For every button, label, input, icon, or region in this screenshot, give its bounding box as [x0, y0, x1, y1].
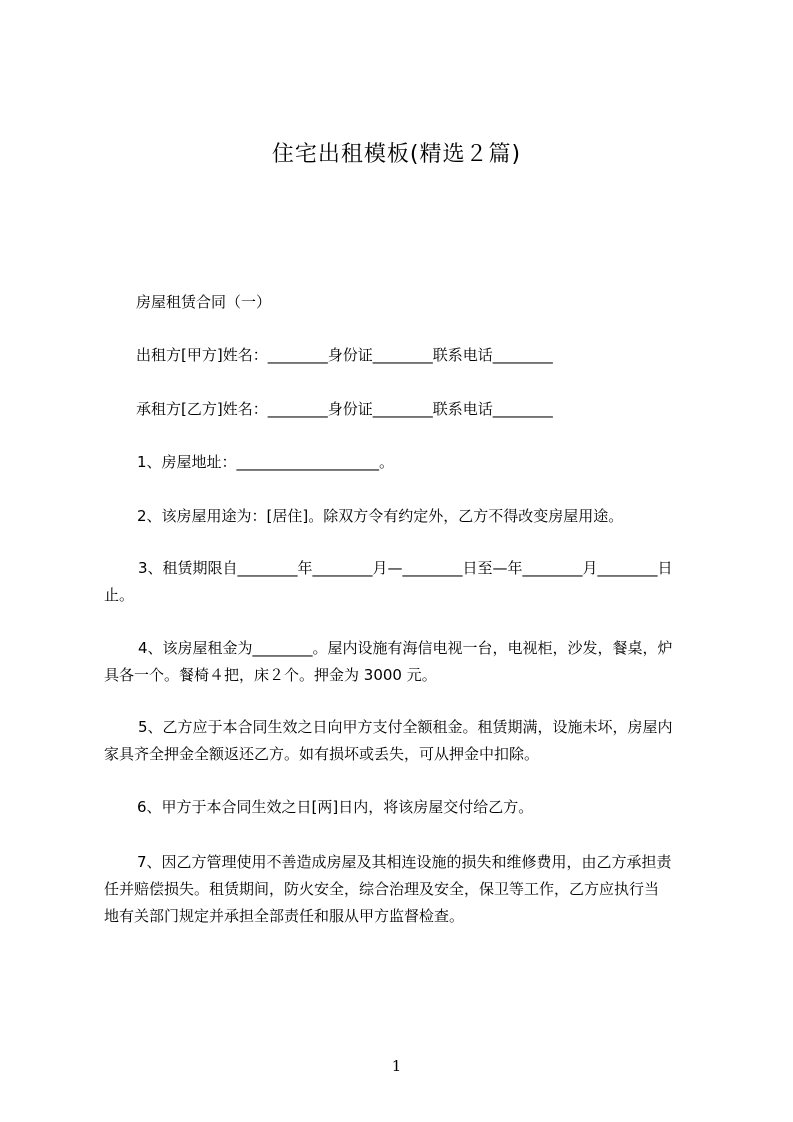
clause-5-payment-line-1: 5、乙方应于本合同生效之日向甲方支付全额租金。租赁期满，设施未坏，房屋内: [138, 718, 673, 736]
clause-3-term-line-1: 3、租赁期限自________年________月—________日至—年________月________日: [138, 559, 673, 577]
clause-3-term-line-2: 止。: [104, 586, 135, 604]
page-number: 1: [391, 1057, 402, 1075]
lessee-info-line: 承租方[乙方]姓名：________身份证________联系电话________: [136, 400, 553, 418]
document-title: 住宅出租模板(精选２篇): [271, 142, 522, 167]
clause-7-liability-line-1: 7、因乙方管理使用不善造成房屋及其相连设施的损失和维修费用，由乙方承担责: [137, 853, 672, 871]
lessor-info-line: 出租方[甲方]姓名：________身份证________联系电话________: [136, 346, 553, 364]
clause-7-liability-line-2: 任并赔偿损失。租赁期间，防火安全，综合治理及安全，保卫等工作，乙方应执行当: [104, 880, 660, 898]
clause-7-liability-line-3: 地有关部门规定并承担全部责任和服从甲方监督检查。: [104, 907, 465, 925]
clause-4-rent-line-1: 4、该房屋租金为________。屋内设施有海信电视一台，电视柜，沙发，餐桌，炉: [138, 639, 673, 657]
clause-1-address: 1、房屋地址：___________________。: [137, 453, 395, 471]
clause-4-rent-line-2: 具各一个。餐椅４把，床２个。押金为 3000 元。: [104, 666, 437, 684]
clause-2-usage: 2、该房屋用途为：[居住]。除双方令有约定外，乙方不得改变房屋用途。: [137, 507, 624, 525]
section-heading: 房屋租赁合同（一）: [136, 293, 272, 311]
clause-6-handover: 6、甲方于本合同生效之日[两]日内，将该房屋交付给乙方。: [137, 798, 534, 816]
clause-5-payment-line-2: 家具齐全押金全额返还乙方。如有损坏或丢失，可从押金中扣除。: [104, 745, 540, 763]
